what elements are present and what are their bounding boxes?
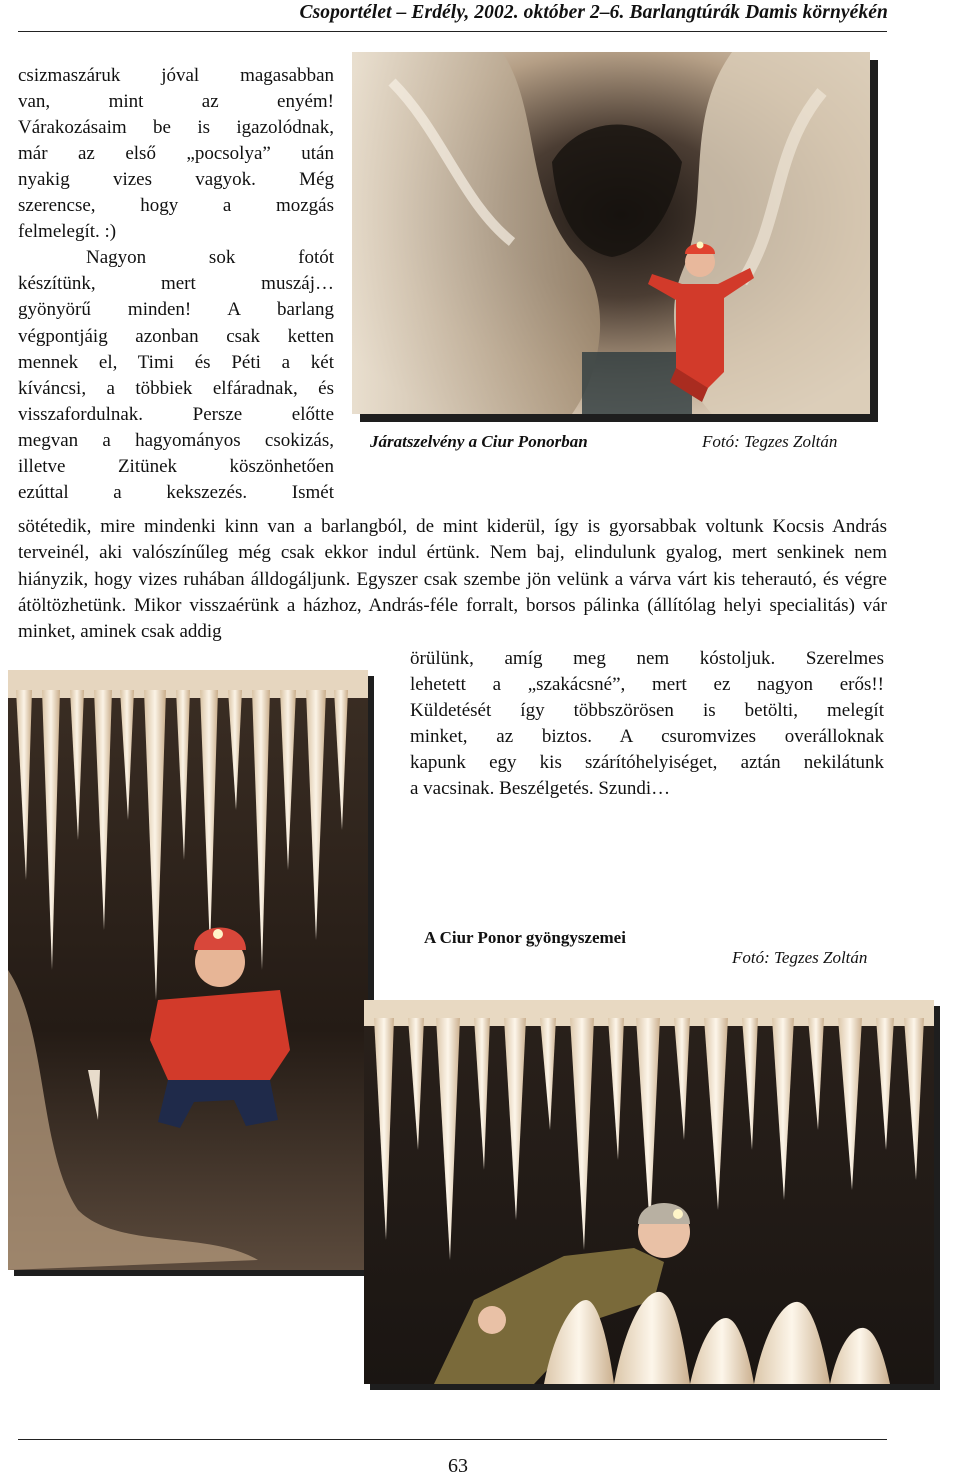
top-figure-credit: Fotó: Tegzes Zoltán bbox=[702, 432, 838, 451]
text-line: lehetett a „szakácsné”, mert ez nagyon erős!! bbox=[410, 674, 884, 695]
top-figure-caption: Járatszelvény a Ciur Ponorban bbox=[370, 432, 588, 451]
header-rule bbox=[18, 31, 887, 32]
text-line: szerencse, hogy a mozgás bbox=[18, 195, 334, 216]
text-line: a vacsinak. Beszélgetés. Szundi… bbox=[410, 778, 671, 799]
text-line: gyönyörű minden! A barlang bbox=[18, 299, 334, 320]
text-line: visszafordulnak. Persze előtte bbox=[18, 404, 334, 425]
text-line: Küldetését így többszörösen is betölti, melegít bbox=[410, 700, 884, 721]
text-line: van, mint az enyém! bbox=[18, 91, 334, 112]
text-line: minket, az biztos. A csuromvizes overálloknak bbox=[410, 726, 884, 747]
page-number: 63 bbox=[448, 1455, 468, 1477]
text-line: Nagyon sok fotót bbox=[86, 247, 334, 268]
text-line: ezúttal a kekszezés. Ismét bbox=[18, 482, 334, 503]
text-line: mennek el, Timi és Péti a két bbox=[18, 352, 334, 373]
bottom-figure-credit: Fotó: Tegzes Zoltán bbox=[732, 948, 868, 967]
cave-passage-photo bbox=[352, 52, 870, 414]
running-header: Csoportélet – Erdély, 2002. október 2–6. Barlangtúrák Damis környékén bbox=[299, 2, 888, 23]
bottom-figure-caption: A Ciur Ponor gyöngyszemei bbox=[424, 928, 626, 947]
text-line: örülünk, amíg meg nem kóstoljuk. Szerelmes bbox=[410, 648, 884, 669]
footer-rule bbox=[18, 1439, 887, 1440]
text-line: illetve Zitünek köszönhetően bbox=[18, 456, 334, 477]
text-line: felmelegít. :) bbox=[18, 221, 117, 242]
text-line: csizmaszáruk jóval magasabban bbox=[18, 65, 334, 86]
text-line: készítünk, mert muszáj… bbox=[18, 273, 334, 294]
cave-pearls-photo bbox=[364, 1000, 934, 1384]
full-width-paragraph: sötétedik, mire mindenki kinn van a barlangból, de mint kiderül, így is gyorsabbak voltunk Kocsis András terveinél, aki valószínűleg még csak ekkor indul értünk. Nem baj, elindulunk gyalog, mert senkinek nem hiányzik, hogy vizes ruhában álldogáljunk. Egyszer csak szembe jön velünk a várva várt kis teherautó, és végre átöltözhetünk. Mikor visszaérünk a házhoz, András-féle forralt, borsos pálinka (állítólag helyi specialitás) vár minket, aminek csak addig bbox=[18, 516, 887, 643]
text-line: nyakig vizes vagyok. Még bbox=[18, 169, 334, 190]
text-line: kíváncsi, a többiek elfáradnak, és bbox=[18, 378, 334, 399]
text-line: Várakozásaim be is igazolódnak, bbox=[18, 117, 334, 138]
text-line: már az első „pocsolya” után bbox=[18, 143, 334, 164]
text-line: végpontjáig azonban csak ketten bbox=[18, 326, 334, 347]
stalactite-caver-photo bbox=[8, 670, 368, 1270]
text-line: megvan a hagyományos csokizás, bbox=[18, 430, 334, 451]
text-line: kapunk egy kis szárítóhelyiséget, aztán nekilátunk bbox=[410, 752, 884, 773]
